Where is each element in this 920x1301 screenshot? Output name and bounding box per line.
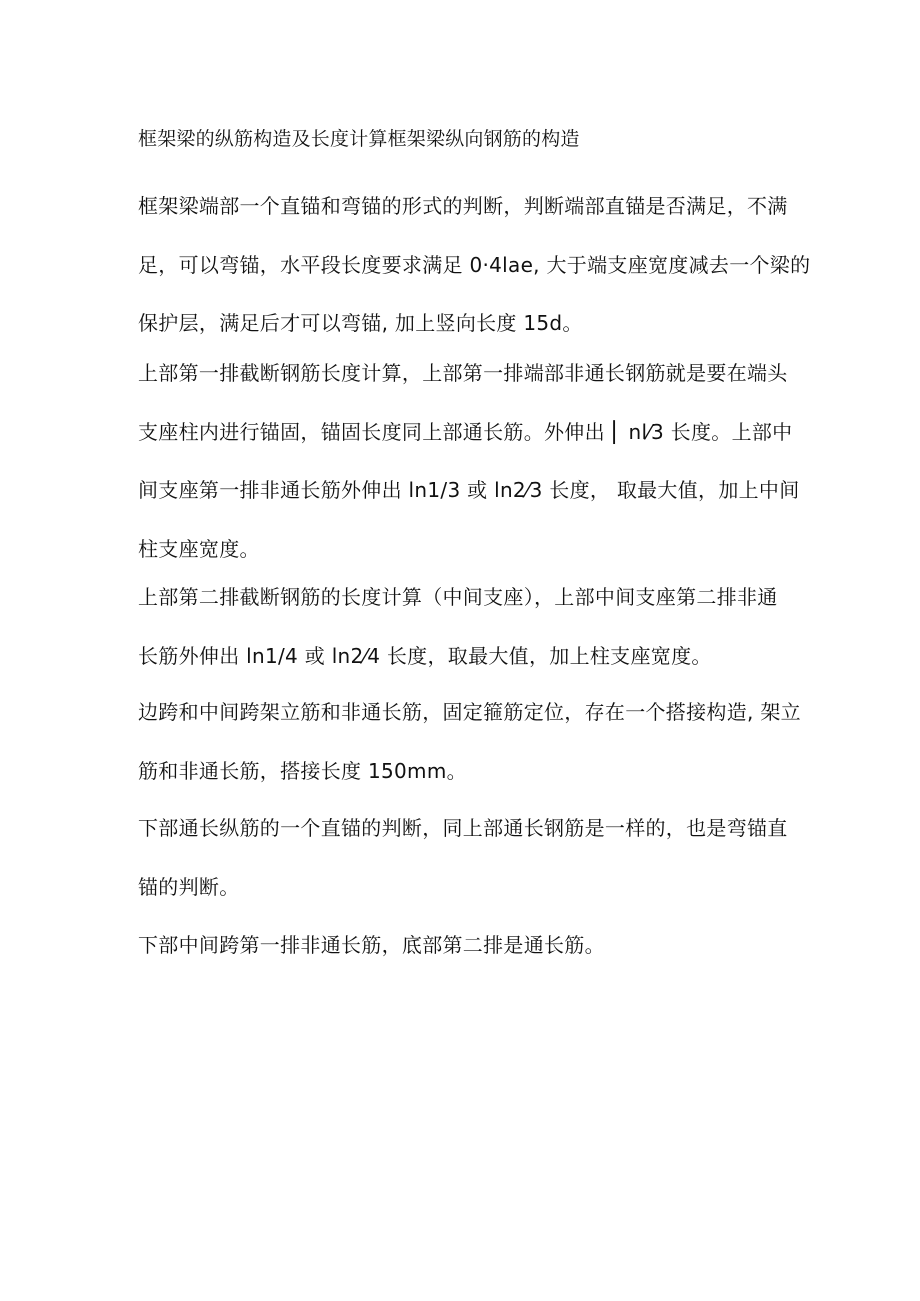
text-line: 保护层，满足后才可以弯锚, 加上竖向长度 15d。 bbox=[138, 311, 583, 335]
text-line: 柱支座宽度。 bbox=[138, 536, 260, 561]
paragraph-erection-bars bbox=[138, 683, 801, 800]
paragraph-top-second-row bbox=[138, 568, 790, 685]
text-line: 足，可以弯锚，水平段长度要求满足 0·4lae, 大于端支座宽度减去一个梁的 bbox=[138, 252, 811, 277]
text-line: 下部中间跨第一排非通长筋，底部第二排是通长筋。 bbox=[138, 933, 605, 957]
paragraph-end-anchorage bbox=[138, 177, 811, 353]
paragraph-bottom-middle-span bbox=[138, 916, 790, 975]
text-line: 框架梁端部一个直锚和弯锚的形式的判断，判断端部直锚是否满足，不满 bbox=[138, 194, 788, 218]
text-line: 上部第一排截断钢筋长度计算，上部第一排端部非通长钢筋就是要在端头 bbox=[138, 361, 788, 385]
document-title: 框架梁的纵筋构造及长度计算框架梁纵向钢筋的构造 bbox=[138, 128, 580, 150]
text-line: 筋和非通长筋，搭接长度 150mm。 bbox=[138, 758, 467, 783]
paragraph-bottom-continuous bbox=[138, 799, 790, 916]
text-line: 间支座第一排非通长筋外伸出 ln1/3 或 ln2⁄3 长度， 取最大值，加上中间 bbox=[138, 478, 800, 502]
paragraph-top-first-row bbox=[138, 344, 800, 578]
text-line: 支座柱内进行锚固，锚固长度同上部通长筋。外伸出 ⎜ nl⁄3 长度。上部中 bbox=[138, 419, 793, 444]
text-line: 长筋外伸出 ln1/4 或 ln2⁄4 长度，取最大值，加上柱支座宽度。 bbox=[138, 643, 712, 668]
text-line: 锚的判断。 bbox=[138, 874, 240, 899]
text-line: 上部第二排截断钢筋的长度计算（中间支座），上部中间支座第二排非通 bbox=[138, 585, 778, 609]
text-line: 边跨和中间跨架立筋和非通长筋，固定箍筋定位，存在一个搭接构造, 架立 bbox=[138, 700, 801, 724]
text-line: 下部通长纵筋的一个直锚的判断，同上部通长钢筋是一样的，也是弯锚直 bbox=[138, 816, 788, 840]
